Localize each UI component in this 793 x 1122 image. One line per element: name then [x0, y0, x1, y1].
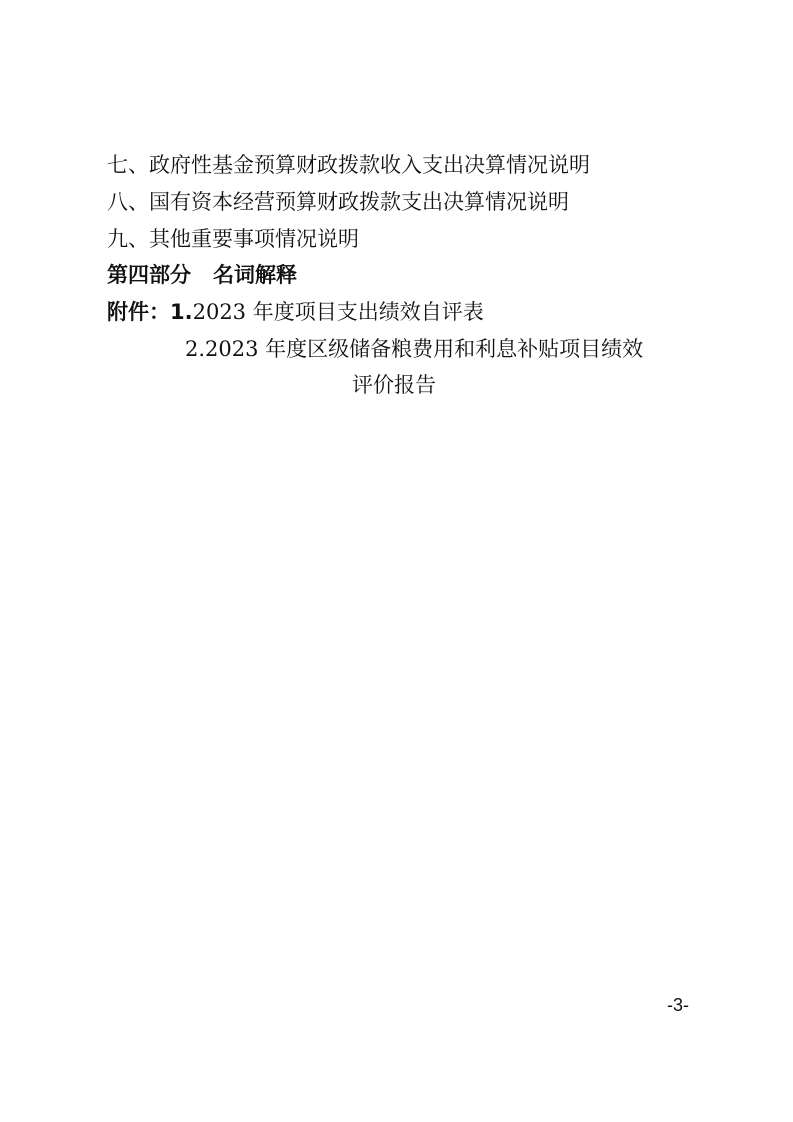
attachment-item-1-text: 2023 年度项目支出绩效自评表: [192, 300, 484, 324]
attachment-item-2-line-1: 2.2023 年度区级储备粮费用和利息补贴项目绩效: [185, 337, 644, 361]
attachment-item-1-number: 1.: [170, 300, 193, 324]
toc-item-8: 八、国有资本经营预算财政拨款支出决算情况说明: [107, 190, 569, 214]
part-4-title: 名词解释: [213, 263, 297, 287]
toc-item-9: 九、其他重要事项情况说明: [107, 227, 359, 251]
toc-item-7: 七、政府性基金预算财政拨款收入支出决算情况说明: [107, 153, 590, 177]
attachment-item-2-line-2: 评价报告: [352, 373, 436, 397]
attachment-line-1: [107, 297, 484, 327]
toc-part-4-heading: [107, 260, 297, 290]
page-number: -3-: [667, 995, 689, 1015]
attachment-label: 附件：: [107, 300, 170, 324]
part-4-label: 第四部分: [107, 263, 191, 287]
